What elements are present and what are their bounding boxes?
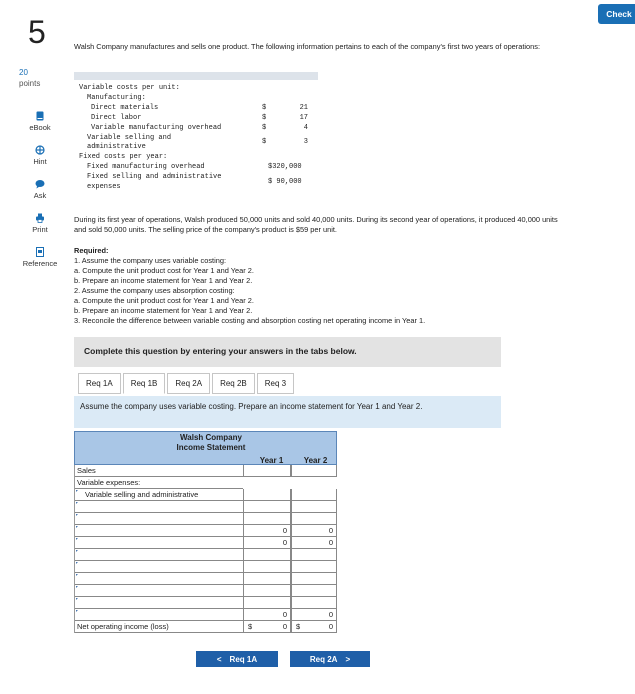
year2-input[interactable]: 0 xyxy=(291,609,337,621)
direct-labor-value: 17 xyxy=(299,114,308,122)
manufacturing-header: Manufacturing: xyxy=(87,94,146,102)
direct-materials-label: Direct materials xyxy=(91,104,159,112)
table-row xyxy=(74,597,337,609)
sidebar-item-label: Reference xyxy=(22,259,58,268)
currency-symbol: $ xyxy=(262,124,267,132)
tab-req-2a[interactable]: Req 2A xyxy=(167,373,210,394)
tab-req-3[interactable]: Req 3 xyxy=(257,373,294,394)
cost-data-table xyxy=(74,72,318,192)
year2-input[interactable] xyxy=(291,489,337,501)
variable-expenses-label[interactable]: Variable expenses: xyxy=(75,477,243,489)
table-row xyxy=(74,489,337,501)
fixed-sga-label-line1: Fixed selling and administrative xyxy=(87,173,222,181)
statement-title: Income Statement xyxy=(176,443,246,452)
variable-sga-row-label[interactable]: Variable selling and administrative xyxy=(75,489,243,501)
table-row xyxy=(74,573,337,585)
tab-instruction: Assume the company uses variable costing. Prepare an income statement for Year 1 and Year 2. xyxy=(74,396,501,428)
year1-input[interactable] xyxy=(243,561,291,573)
table-row xyxy=(74,537,337,549)
table-row xyxy=(74,585,337,597)
required-section xyxy=(74,246,574,326)
fixed-overhead-value: $320,000 xyxy=(268,163,302,171)
points-label: points xyxy=(19,79,41,88)
year1-input[interactable] xyxy=(243,465,291,477)
dropdown-marker-icon xyxy=(76,598,78,600)
year1-input[interactable]: 0 xyxy=(243,537,291,549)
income-statement-header xyxy=(74,431,337,465)
printer-icon xyxy=(35,213,45,223)
year1-input[interactable] xyxy=(243,501,291,513)
required-line: a. Compute the unit product cost for Year 1 and Year 2. xyxy=(74,266,254,275)
sales-label[interactable]: Sales xyxy=(75,465,243,477)
year1-input[interactable] xyxy=(243,573,291,585)
row-label-select[interactable] xyxy=(75,501,243,513)
table-row xyxy=(74,123,318,133)
dropdown-marker-icon xyxy=(76,562,78,564)
currency-symbol: $ xyxy=(262,104,267,112)
year1-input[interactable] xyxy=(243,513,291,525)
row-label-select[interactable] xyxy=(75,561,243,573)
sidebar-item-label: Print xyxy=(32,225,48,234)
required-line: a. Compute the unit product cost for Year 1 and Year 2. xyxy=(74,296,254,305)
income-statement-table xyxy=(74,431,337,633)
net-operating-income-label[interactable]: Net operating income (loss) xyxy=(75,621,243,633)
prev-req-label: Req 1A xyxy=(229,654,258,664)
book-icon xyxy=(35,111,45,121)
dropdown-marker-icon xyxy=(76,574,78,576)
tab-req-1b[interactable]: Req 1B xyxy=(123,373,166,394)
row-label-select[interactable] xyxy=(75,513,243,525)
sidebar-item-label: Hint xyxy=(33,157,47,166)
points-value: 20 xyxy=(19,68,28,77)
table-row xyxy=(74,621,337,633)
fixed-overhead-label: Fixed manufacturing overhead xyxy=(87,163,205,171)
required-line: 2. Assume the company uses absorption costing: xyxy=(74,286,235,295)
year1-input[interactable] xyxy=(243,597,291,609)
company-name: Walsh Company xyxy=(180,433,242,442)
year2-input[interactable] xyxy=(291,573,337,585)
direct-labor-label: Direct labor xyxy=(91,114,142,122)
variable-overhead-label: Variable manufacturing overhead xyxy=(91,124,222,132)
sidebar-item-print[interactable] xyxy=(10,213,70,234)
dropdown-marker-icon xyxy=(76,514,78,516)
net-income-year2[interactable]: $ 0 xyxy=(291,621,337,633)
check-button[interactable]: Check xyxy=(598,4,635,24)
sidebar-item-label: eBook xyxy=(29,123,51,132)
table-row xyxy=(74,113,318,123)
year1-input[interactable] xyxy=(243,585,291,597)
required-line: 3. Reconcile the difference between variable costing and absorption costing net operating income in Year 1. xyxy=(74,316,426,325)
sidebar-item-hint[interactable] xyxy=(10,145,70,166)
table-row xyxy=(74,525,337,537)
sidebar-item-label: Ask xyxy=(33,191,47,200)
variable-sga-label-line1: Variable selling and xyxy=(87,134,172,142)
requirement-tabs xyxy=(78,373,296,393)
table-row xyxy=(74,465,337,477)
sidebar-item-ebook[interactable] xyxy=(10,111,70,132)
question-number: 5 xyxy=(28,14,46,50)
table-row xyxy=(74,172,318,186)
dropdown-marker-icon xyxy=(76,538,78,540)
fixed-sga-label-line2: expenses xyxy=(87,183,121,191)
dropdown-marker-icon xyxy=(76,526,78,528)
row-label-select[interactable] xyxy=(75,597,243,609)
variable-overhead-value: 4 xyxy=(303,124,308,132)
row-label-select[interactable] xyxy=(75,549,243,561)
table-row xyxy=(74,501,337,513)
fixed-sga-value: $ 90,000 xyxy=(268,178,302,186)
direct-materials-value: 21 xyxy=(299,104,308,112)
dropdown-marker-icon xyxy=(76,610,78,612)
row-label-select[interactable] xyxy=(75,525,243,537)
year1-input[interactable] xyxy=(243,489,291,501)
required-line: b. Prepare an income statement for Year 1 and Year 2. xyxy=(74,276,253,285)
currency-symbol: $ xyxy=(262,114,267,122)
year2-input[interactable] xyxy=(291,465,337,477)
required-title: Required: xyxy=(74,246,109,255)
sidebar-item-reference[interactable] xyxy=(10,247,70,268)
column-header-year2: Year 2 xyxy=(303,456,328,465)
table-row xyxy=(74,182,318,192)
required-line: b. Prepare an income statement for Year 1 and Year 2. xyxy=(74,306,253,315)
row-label-select[interactable] xyxy=(75,585,243,597)
fixed-costs-header: Fixed costs per year: xyxy=(79,153,168,161)
table-row xyxy=(74,549,337,561)
year2-input[interactable] xyxy=(291,501,337,513)
row-label-select[interactable] xyxy=(75,609,243,621)
year2-input[interactable] xyxy=(291,585,337,597)
hint-icon xyxy=(35,145,45,155)
variable-sga-label-line2: administrative xyxy=(87,143,146,151)
table-row xyxy=(74,477,337,489)
dropdown-marker-icon xyxy=(76,586,78,588)
year1-input[interactable]: 0 xyxy=(243,525,291,537)
year2-input[interactable]: 0 xyxy=(291,537,337,549)
year2-input[interactable] xyxy=(291,513,337,525)
dropdown-marker-icon xyxy=(76,550,78,552)
year1-input[interactable] xyxy=(243,549,291,561)
currency-symbol: $ xyxy=(296,622,301,631)
next-req-label: Req 2A xyxy=(309,654,338,664)
operations-paragraph: During its first year of operations, Walsh produced 50,000 units and sold 40,000 units. During its second year of operations, it produced 40,000 units and sold 50,000 units. The selling price of the company's product is $59 per unit. xyxy=(74,215,558,234)
chat-bubble-icon xyxy=(35,179,45,189)
next-req-button[interactable] xyxy=(290,651,370,667)
row-label-select[interactable] xyxy=(75,537,243,549)
currency-symbol: $ xyxy=(262,138,267,146)
table-row xyxy=(74,103,318,113)
sidebar-item-ask[interactable] xyxy=(10,179,70,200)
variable-costs-header: Variable costs per unit: xyxy=(79,84,180,92)
required-line: 1. Assume the company uses variable costing: xyxy=(74,256,226,265)
year2-input[interactable] xyxy=(291,561,337,573)
dropdown-marker-icon xyxy=(76,490,78,492)
chevron-right-icon: > xyxy=(345,654,351,664)
row-label-select[interactable] xyxy=(75,573,243,585)
prev-req-button[interactable] xyxy=(196,651,278,667)
year1-input[interactable]: 0 xyxy=(243,609,291,621)
year2-input[interactable] xyxy=(291,549,337,561)
net-income-year1[interactable]: $ 0 xyxy=(243,621,291,633)
table-row xyxy=(74,162,318,172)
table-header-band xyxy=(74,72,318,80)
document-icon xyxy=(35,247,45,257)
year2-input[interactable]: 0 xyxy=(291,525,337,537)
dropdown-marker-icon xyxy=(76,502,78,504)
problem-intro: Walsh Company manufactures and sells one product. The following information pertains to each of the company's first two years of operations: xyxy=(74,42,541,51)
currency-symbol: $ xyxy=(248,622,253,631)
chevron-left-icon: < xyxy=(216,654,222,664)
variable-sga-value: 3 xyxy=(303,138,308,146)
table-row xyxy=(74,561,337,573)
table-row xyxy=(74,609,337,621)
instructions-banner: Complete this question by entering your answers in the tabs below. xyxy=(74,337,501,367)
column-header-year1: Year 1 xyxy=(259,456,284,465)
tab-req-2b[interactable]: Req 2B xyxy=(212,373,255,394)
year2-input[interactable] xyxy=(291,597,337,609)
tab-req-1a[interactable]: Req 1A xyxy=(78,373,121,394)
table-row xyxy=(74,513,337,525)
